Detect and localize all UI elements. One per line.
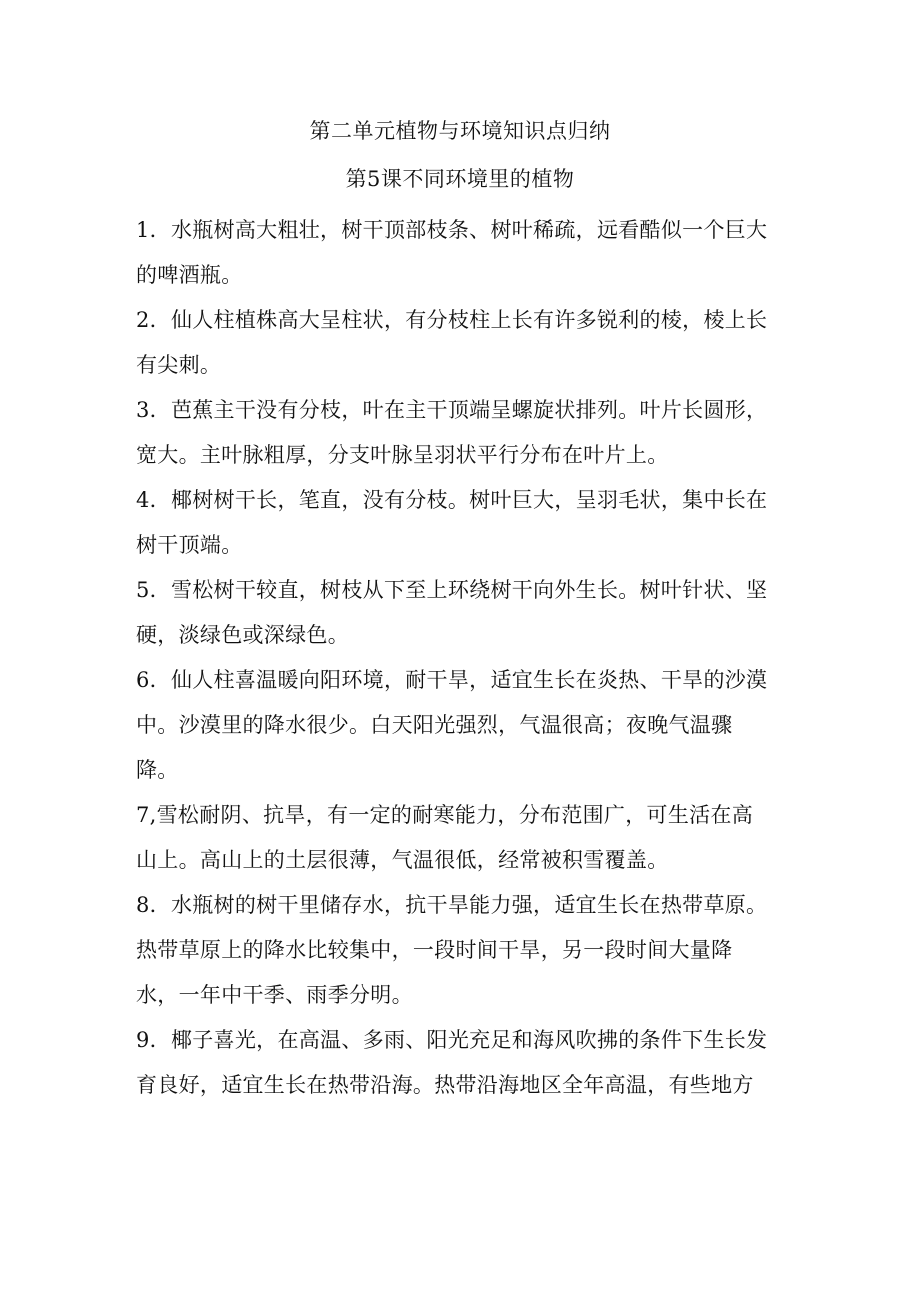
list-item bbox=[136, 1018, 786, 1108]
list-item bbox=[136, 388, 786, 478]
list-item bbox=[136, 793, 786, 883]
item-line: 6．仙人柱喜温暖向阳环境，耐干旱，适宜生长在炎热、干旱的沙漠 bbox=[136, 668, 768, 692]
item-line: 5．雪松树干较直，树枝从下至上环绕树干向外生长。树叶针状、坚 bbox=[136, 578, 768, 602]
item-line: 有尖刺。 bbox=[136, 353, 222, 377]
item-line: 树干顶端。 bbox=[136, 533, 243, 557]
item-line: 宽大。主叶脉粗厚，分支叶脉呈羽状平行分布在叶片上。 bbox=[136, 443, 669, 467]
list-item bbox=[136, 658, 786, 793]
item-line: 9．椰子喜光，在高温、多雨、阳光充足和海风吹拂的条件下生长发 bbox=[136, 1028, 768, 1052]
item-line: 2．仙人柱植株高大呈柱状，有分枝柱上长有许多锐利的棱，棱上长 bbox=[136, 308, 768, 332]
item-line: 3．芭蕉主干没有分枝，叶在主干顶端呈螺旋状排列。叶片长圆形， bbox=[136, 398, 768, 422]
item-line: 7,雪松耐阴、抗旱，有一定的耐寒能力，分布范围广，可生活在高 bbox=[136, 803, 754, 827]
item-line: 热带草原上的降水比较集中，一段时间干旱，另一段时间大量降 bbox=[136, 938, 733, 962]
list-item bbox=[136, 883, 786, 1018]
item-line: 降。 bbox=[136, 758, 179, 782]
item-line: 硬，淡绿色或深绿色。 bbox=[136, 623, 349, 647]
item-line: 8．水瓶树的树干里储存水，抗干旱能力强，适宜生长在热带草原。 bbox=[136, 893, 768, 917]
item-line: 1．水瓶树高大粗壮，树干顶部枝条、树叶稀疏，远看酷似一个巨大 bbox=[136, 218, 768, 242]
item-line: 4．椰树树干长，笔直，没有分枝。树叶巨大，呈羽毛状，集中长在 bbox=[136, 488, 768, 512]
item-line: 育良好，适宜生长在热带沿海。热带沿海地区全年高温，有些地方 bbox=[136, 1073, 754, 1097]
item-line: 的啤酒瓶。 bbox=[136, 263, 243, 287]
item-line: 中。沙漠里的降水很少。白天阳光强烈，气温很高；夜晚气温骤 bbox=[136, 713, 733, 737]
item-line: 山上。高山上的土层很薄，气温很低，经常被积雪覆盖。 bbox=[136, 848, 669, 872]
document-title: 第二单元植物与环境知识点归纳 bbox=[309, 119, 611, 143]
lesson-title: 第5课不同环境里的植物 bbox=[345, 167, 575, 191]
list-item bbox=[136, 298, 786, 388]
list-item bbox=[136, 568, 786, 658]
list-item bbox=[136, 208, 786, 298]
list-item bbox=[136, 478, 786, 568]
knowledge-list bbox=[136, 208, 786, 1108]
item-line: 水，一年中干季、雨季分明。 bbox=[136, 983, 413, 1007]
